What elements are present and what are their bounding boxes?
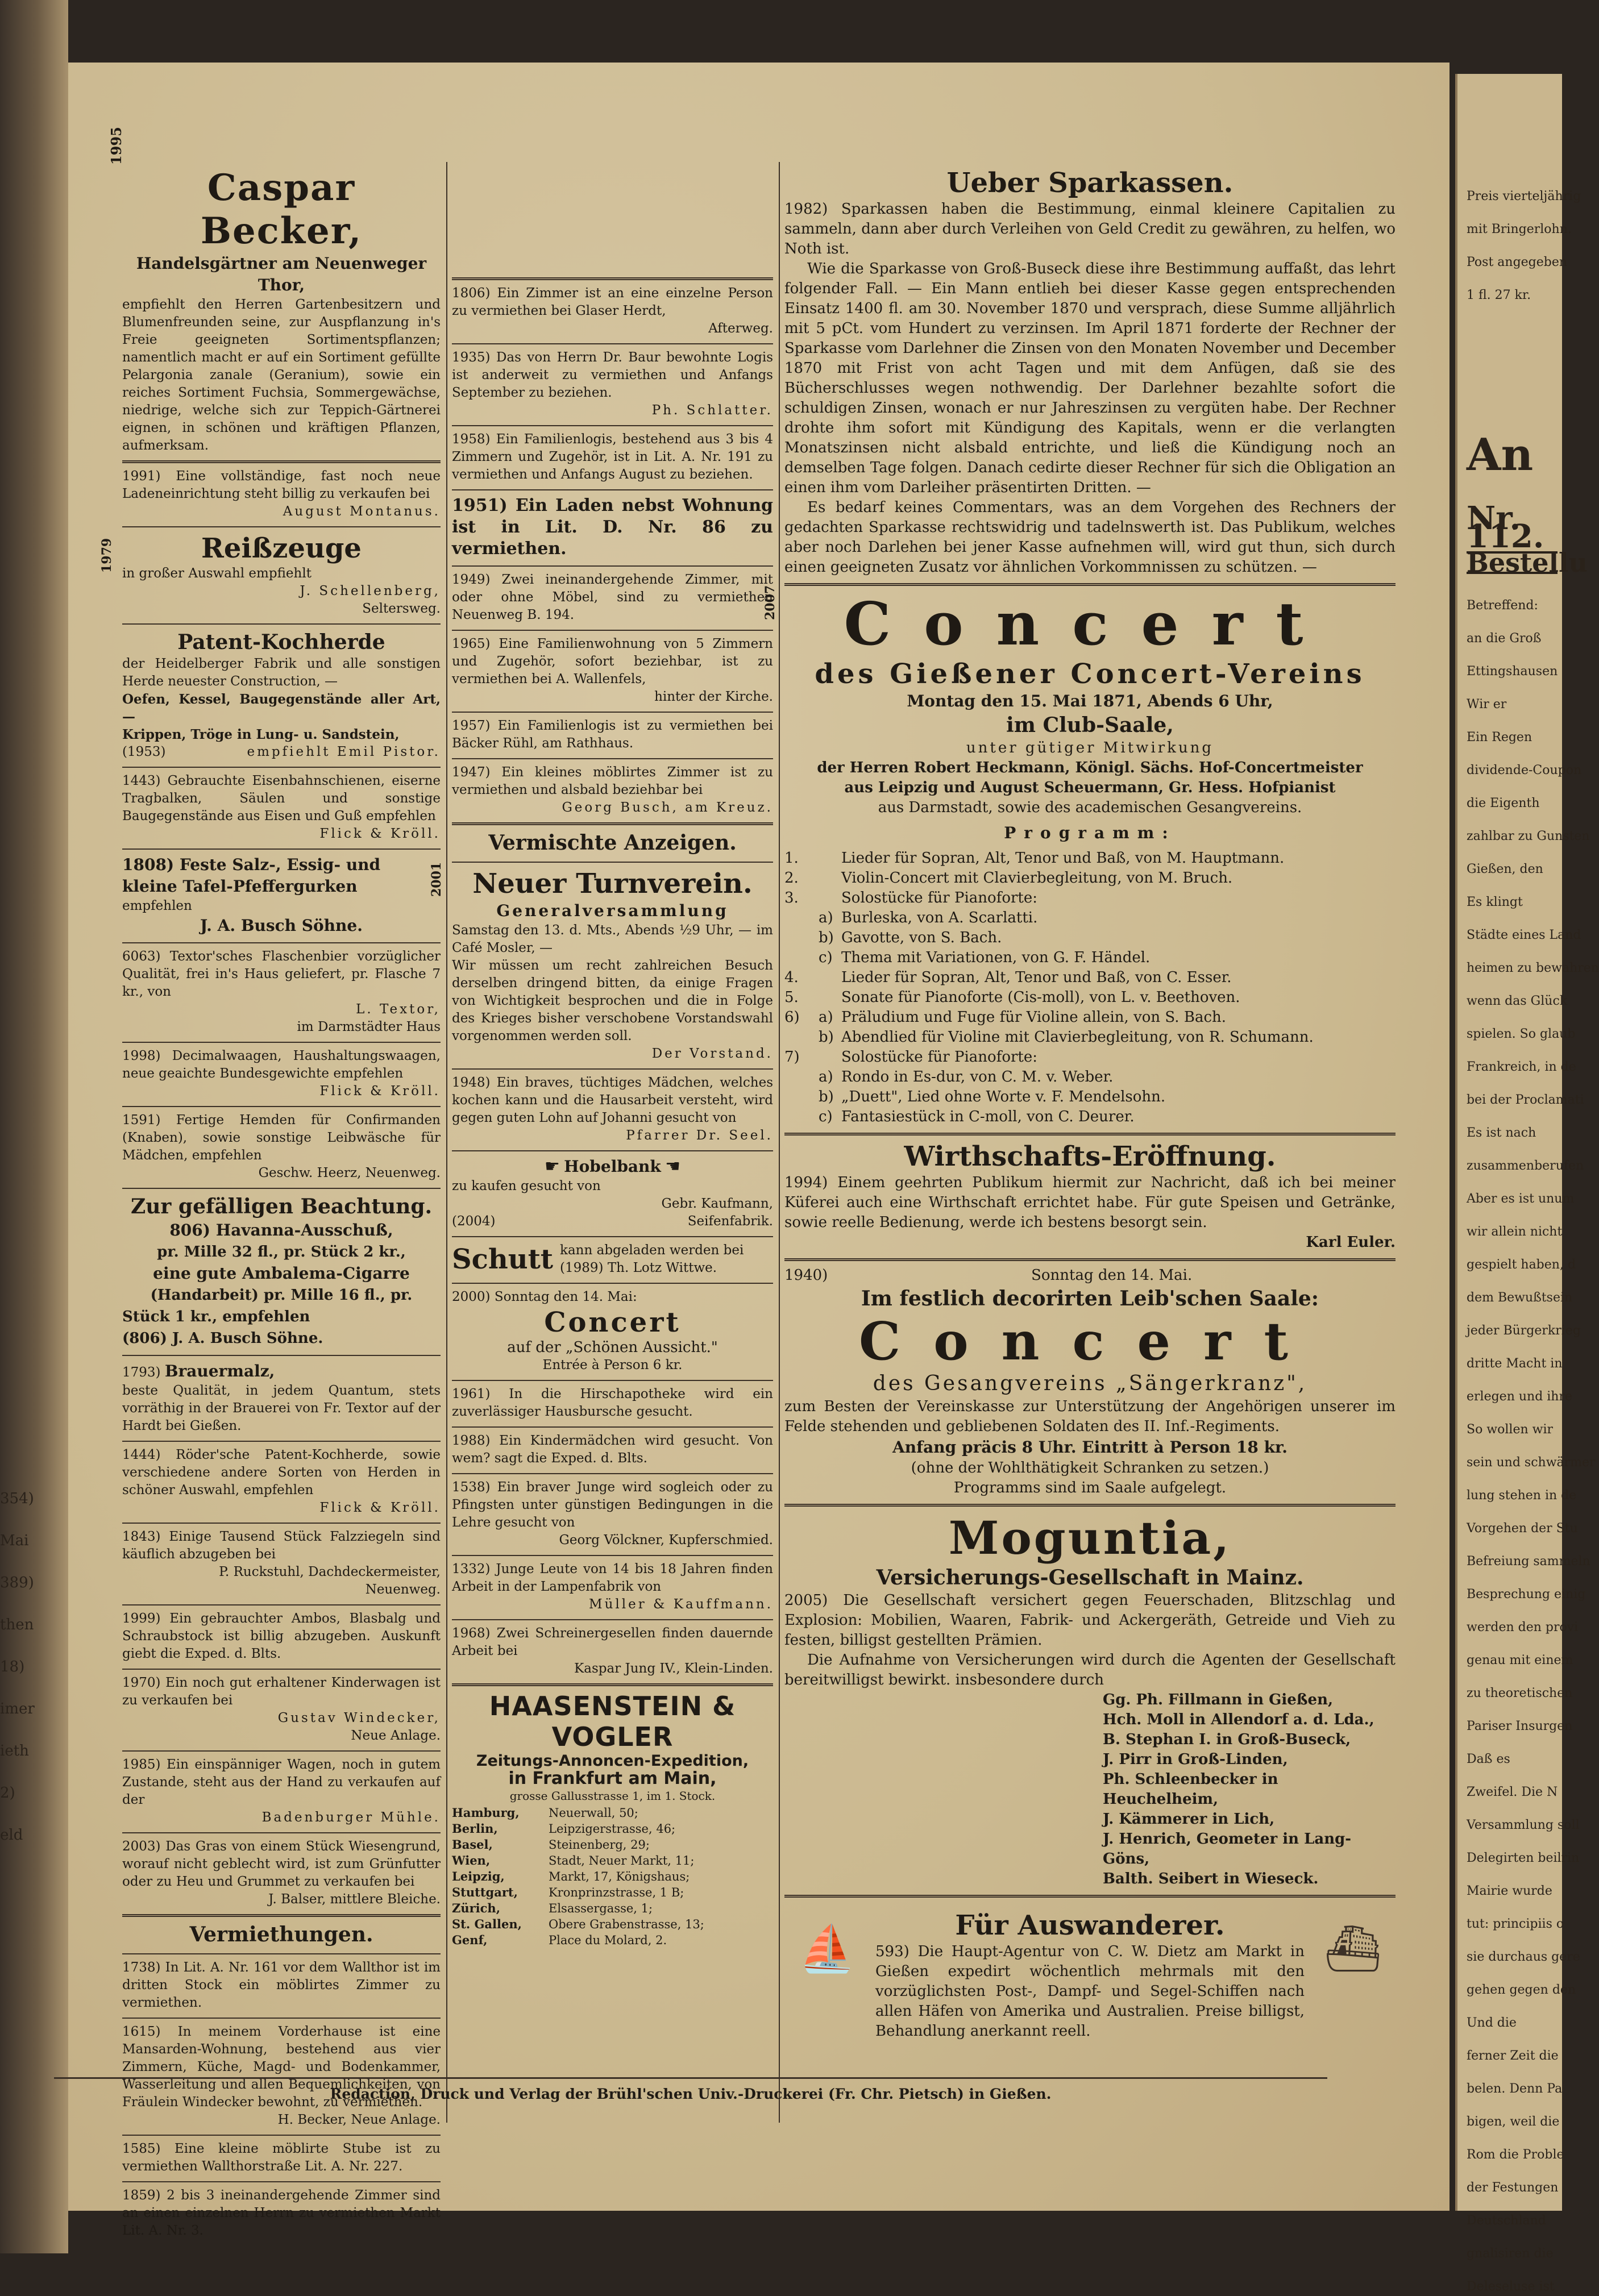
program-text: Solostücke für Pianoforte:: [841, 1049, 1038, 1066]
program-item: [784, 1028, 1396, 1047]
adjacent-page-line: Aber es ist unum: [1467, 1192, 1575, 1206]
insurance-agent: J. Pirr in Groß-Linden,: [1103, 1751, 1288, 1768]
program-number: 7): [784, 1049, 800, 1066]
program-item: [784, 1087, 1396, 1107]
program-number: [784, 1067, 819, 1087]
adjacent-page-line: sein und schwärmer: [1467, 1455, 1596, 1470]
adjacent-page-line: dem Bewußtsein: [1467, 1291, 1573, 1305]
issue-number: Nr. 112.: [1467, 500, 1544, 555]
program-item: [784, 968, 1396, 988]
program-letter: b): [819, 1029, 834, 1046]
insurance-agent: Balth. Seibert in Wieseck.: [1103, 1870, 1319, 1887]
column-3: [763, 162, 1396, 2041]
program-letter: [819, 868, 841, 888]
adjacent-page-line: zahlbar zu Gunsten: [1467, 829, 1590, 843]
column-rule: [779, 162, 780, 2123]
ship-icon: ⛵: [799, 1922, 855, 1975]
adjacent-page-line: Wir er: [1467, 697, 1507, 712]
ad-1970: 1970) Ein noch gut erhaltener Kinderwagen ist zu verkaufen bei Gustav Windecker, Neue Anlage.: [122, 1670, 441, 1752]
adjacent-page-line: Gießen, den: [1467, 862, 1543, 876]
ad-turnverein: 2001 Neuer Turnverein. Generalversammlung Samstag den 13. d. Mts., Abends ½9 Uhr, — im Café Mosler, — Wir müssen um recht zahlreichen Besuch derselben dringend bitten, da einige Fragen von Wichtigkeit besprochen und die in Folge des Krieges bisher verschobene Vorstandswahl vorgenommen werden soll. Der Vorstand.: [452, 863, 773, 1070]
ad-caspar-becker: Caspar Becker, Handelsgärtner am Neuenweger Thor, empfiehlt den Herren Gartenbesitzern und Blumenfreunden seine, zur Auspflanzung in's Freie geeigneten Sortimentspflanzen; namentlich macht er auf ein Sortiment gefüllte Pelargonia zanale (Geranium), sowie ein reiches Sortiment Fuchsia, Sommergewächse, niedrige, welche sich zur Teppich-Gärtnerei eignen, in schönen und kräftigen Pflanzen, aufmerksam.: [122, 162, 441, 463]
ad-1949: 1949) Zwei ineinandergehende Zimmer, mit oder ohne Möbel, sind zu vermiethen Neuenweg B. 194.: [452, 567, 773, 631]
adjacent-page-line: belen. Denn Pa: [1467, 2082, 1563, 2096]
program-text: Präludium und Fuge für Violine allein, von S. Bach.: [841, 1009, 1227, 1026]
program-number: 6): [784, 1009, 800, 1026]
program-item: [784, 928, 1396, 948]
adjacent-page-line: Delegirten beilrin: [1467, 1851, 1580, 1865]
adjacent-page-line: lung stehen in de: [1467, 1488, 1577, 1503]
program-text: Gavotte, von S. Bach.: [841, 929, 1002, 946]
program-letter: [819, 1047, 841, 1067]
agency-city: Genf,: [452, 1933, 488, 1947]
ad-1591: 1591) Fertige Hemden für Confirmanden (Knaben), sowie sonstige Leibwäsche für Mädchen, empfehlen Geschw. Heerz, Neuenweg.: [122, 1107, 441, 1189]
ad-2003: 2003) Das Gras von einem Stück Wiesengrund, worauf nicht geblecht wird, ist zum Grünfutter oder zu Heu und Grummet zu verkaufen bei J. Balser, mittlere Bleiche.: [122, 1833, 441, 1917]
ad-1999: 1999) Ein gebrauchter Ambos, Blasbalg und Schraubstock ist billig abzugeben. Auskunft giebt die Exped. d. Blts.: [122, 1605, 441, 1670]
adjacent-page-line: genau mit einem: [1467, 1653, 1573, 1667]
adjacent-page-line: ferner Zeit die: [1467, 2049, 1559, 2063]
program-item: [784, 1047, 1396, 1067]
program-letter: [819, 968, 841, 988]
program-item: [784, 908, 1396, 928]
program-list: [784, 848, 1396, 1127]
program-item: [784, 1067, 1396, 1087]
adjacent-page-line: Befreiung sammeln: [1467, 1554, 1590, 1569]
ad-concert-schoene-aussicht: 2000) Sonntag den 14. Mai: Concert auf der „Schönen Aussicht." Entrée à Person 6 kr.: [452, 1284, 773, 1381]
agency-city: Leipzig,: [452, 1869, 505, 1883]
program-number: 3.: [784, 889, 799, 906]
program-number: [784, 928, 819, 948]
adjacent-page-line: bigen, weil die: [1467, 2115, 1560, 2129]
ad-1806: 1806) Ein Zimmer ist an eine einzelne Person zu vermiethen bei Glaser Herdt, Afterweg.: [452, 280, 773, 344]
left-margin-fragments: 354) Mai 389) then 18) imer ieth 2) eld: [0, 1490, 35, 1844]
adjacent-page-line: Deleseluse ist: [1467, 2280, 1555, 2294]
ad-1332: 1332) Junge Leute von 14 bis 18 Jahren finden Arbeit in der Lampenfabrik von Müller & Kauffmann.: [452, 1556, 773, 1620]
agency-address: Kronprinzstrasse, 1 B;: [549, 1886, 684, 1899]
program-item: [784, 948, 1396, 968]
ad-6063: 6063) Textor'sches Flaschenbier vorzüglicher Qualität, frei in's Haus geliefert, pr. Flasche 7 kr., von L. Textor, im Darmstädter Haus: [122, 943, 441, 1043]
adjacent-page-line: heimen zu bewahren: [1467, 961, 1599, 975]
agency-address: Steinenberg, 29;: [549, 1838, 650, 1852]
ad-reisszeuge: 1979 Reißzeuge in großer Auswahl empfiehlt J. Schellenberg, Seltersweg.: [122, 527, 441, 625]
adjacent-page-line: Pariser Insurgen: [1467, 1719, 1573, 1733]
column-2: [429, 162, 773, 1954]
adjacent-page-line: Frankreich, in de: [1467, 1060, 1576, 1074]
ad-haasenstein-vogler: HAASENSTEIN & VOGLER Zeitungs-Annoncen-Expedition, in Frankfurt am Main, grosse Gallusstrasse 1, im 1. Stock. Hamburg, Neuerwall, 50; Berlin, Leipzigerstrasse, 46; Basel, Steinenberg, 29; Wien, Stadt, Neuer Markt, 11; Leipzig, Markt, 17, Königshaus; Stuttgart, Kronprinzstrasse, 1 B; Zürich, Elsassergasse, 1; St. Gallen, Obere Grabenstrasse, 13; Genf, Place du Molard, 2.: [452, 1686, 773, 1954]
article-sparkassen: Ueber Sparkassen. 1982) Sparkassen haben die Bestimmung, einmal kleinere Capitalien zu sammeln, dann aber durch Verleihen von Geld Credit zu gewähren, zu helfen, wo Noth ist. Wie die Sparkasse von Groß-Buseck diese ihre Bestimmung auffaßt, das lehrt folgender Fall. — Ein Mann entlieh bei dieser Kasse gegen entsprechenden Einsatz 1400 fl. am 30. November 1870 und versprach, diese Summe alljährlich mit 5 pCt. vom Hundert zu verzinsen. Im April 1871 forderte der Rechner der Sparkasse vom Darlehner die Zinsen von den Monaten November und December 1870 mit Frist von acht Tagen und mit dem Anfügen, daß sie des Bücherschlusses wegen nothwendig. Der Darlehner bezahlte sofort die schuldigen Zinsen, wonach er nur Jahreszinsen zu vergüten habe. Der Rechner drohte ihm sofort mit Kündigung des Kapitals, wenn er die verlangten Monatszinsen nicht alsbald entrichte, und ließ die Kündigung noch an demselben Tage folgen. Danach cedirte dieser Rechner für sich die Obligation an einen ihm vom Darleiher präsentirten Dritten. — Es bedarf keines Commentars, was an dem Vorgehen des Rechners der gedachten Sparkasse rechtswidrig und tadelnswerth ist. Das Publikum, welches aber noch Darlehen bei jener Kasse aufnehmen will, wird gut thun, sich durch einen geeigneten Zusatz vor ähnlichen Vorkommnissen zu schützen. —: [784, 162, 1396, 586]
adjacent-page-line: gnalisiren die: [1467, 2247, 1554, 2261]
program-text: Rondo in Es-dur, von C. M. v. Weber.: [841, 1068, 1114, 1085]
adjacent-page-line: Besprechung einig: [1467, 1587, 1586, 1602]
ad-1859: 1859) 2 bis 3 ineinandergehende Zimmer sind an einen einzelnen Herrn zu vermiethen Markt Lit. A. Nr. 3.: [122, 2188, 441, 2238]
adjacent-page-line: Daß es: [1467, 1752, 1510, 1766]
program-item: [784, 988, 1396, 1008]
program-letter: [819, 848, 841, 868]
adjacent-page-line: werden den provi: [1467, 1620, 1579, 1634]
adjacent-page-line: Rom die Proble: [1467, 2148, 1564, 2162]
adjacent-page-line: Es klingt: [1467, 895, 1523, 909]
pointing-hand-icon: ☛: [544, 1157, 560, 1176]
program-text: Sonate für Pianoforte (Cis-moll), von L. v. Beethoven.: [841, 989, 1240, 1006]
adjacent-page-line: Zweifel. Die N: [1467, 1785, 1558, 1799]
adjacent-page-line: dividende-Coupon: [1467, 763, 1582, 777]
ad-1443: 1443) Gebrauchte Eisenbahnschienen, eiserne Tragbalken, Säulen und sonstige Baugegenstände aus Eisen und Guß empfehlen Flick & Kröll.: [122, 768, 441, 850]
ad-1808: 1808) Feste Salz-, Essig- und kleine Tafel-Pfeffergurken empfehlen J. A. Busch Söhne.: [122, 850, 441, 943]
program-number: 1.: [784, 850, 799, 867]
adjacent-page-line: Ettingshausen: [1467, 664, 1558, 679]
program-text: Violin-Concert mit Clavierbegleitung, von M. Bruch.: [841, 870, 1233, 887]
page-footer: Redaction, Druck und Verlag der Brühl'schen Univ.-Druckerei (Fr. Chr. Pietsch) in Gießen.: [54, 2077, 1327, 2102]
program-letter: [819, 988, 841, 1008]
adjacent-page-line: Es ist nach: [1467, 1126, 1536, 1140]
agency-address: Obere Grabenstrasse, 13;: [549, 1918, 704, 1931]
ad-schutt: Schutt kann abgeladen werden bei (1989) Th. Lotz Wittwe.: [452, 1237, 773, 1284]
agency-address: Elsassergasse, 1;: [549, 1902, 653, 1915]
adjacent-page-line: Vorgehen der Stu: [1467, 1521, 1578, 1536]
newspaper-page: [68, 63, 1450, 2238]
adjacent-page-line: gehen gegen den: [1467, 1983, 1576, 1997]
section-vermiethungen: Vermiethungen.: [122, 1917, 441, 1954]
insurance-agent: B. Stephan I. in Groß-Buseck,: [1103, 1731, 1351, 1748]
steamship-icon: ⛴: [1324, 1922, 1382, 1975]
column-2-header-space: [452, 162, 773, 280]
adjacent-page-line: Mairie wurde: [1467, 1884, 1552, 1898]
adjacent-page-line: So wollen wir: [1467, 1422, 1554, 1437]
agency-city: Basel,: [452, 1837, 493, 1852]
program-number: 4.: [784, 969, 799, 986]
agency-city: St. Gallen,: [452, 1917, 522, 1931]
ad-1965: 1965) Eine Familienwohnung von 5 Zimmern und Zugehör, sofort beziehbar, ist zu vermiethen bei A. Wallenfels, hinter der Kirche.: [452, 631, 773, 713]
program-letter: c): [819, 1108, 833, 1125]
ad-1538: 1538) Ein braver Junge wird sogleich oder zu Pfingsten unter günstigen Bedingungen in die Lehre gesucht von Georg Völckner, Kupferschmied.: [452, 1474, 773, 1556]
masthead-fragment: An: [1467, 429, 1534, 481]
agency-city: Zürich,: [452, 1901, 501, 1915]
program-text: Lieder für Sopran, Alt, Tenor und Baß, von C. Esser.: [841, 969, 1232, 986]
ad-auswanderer: ⛵ ⛴ Für Auswanderer. 593) Die Haupt-Agentur von C. W. Dietz am Markt in Gießen expedirt wöchentlich mehrmals mit den vorzüglichsten Post-, Dampf- und Segel-Schiffen nach allen Häfen von Amerika und Australien. Preise billigst, Behandlung anerkannt reell.: [784, 1898, 1396, 2041]
agency-address: Place du Molard, 2.: [549, 1933, 667, 1947]
program-number: 2.: [784, 870, 799, 887]
ad-concert-verein: 2007 Concert des Gießener Concert-Vereins Montag den 15. Mai 1871, Abends 6 Uhr, im Club-Saale, unter gütiger Mitwirkung der Herren Robert Heckmann, Königl. Sächs. Hof-Concertmeister aus Leipzig und August Scheuermann, Gr. Hess. Hofpianist aus Darmstadt, sowie des academischen Gesangvereins. Programm: 1. Lieder für Sopran, Alt, Tenor und Baß, von M. Hauptmann. 2. Violin-Concert mit Clavierbegleitung, von M. Bruch. 3. Solostücke für Pianoforte: a) Burleska, von A. Scarlatti. b) Gavotte, von S. Bach. c) Thema mit Variationen, von G. F. Händel. 4. Lieder für Sopran, Alt, Tenor und Baß, von C. Esser. 5. Sonate für Pianoforte (Cis-moll), von L. v. Beethoven. 6) a) Präludium und Fuge für Violine allein, von S. Bach. b) Abendlied für Violine mit Clavierbegleitung, von R. Schumann. 7) Solostücke für Pianoforte: a) Rondo in Es-dur, von C. M. v. Weber. b) „Duett", Lied ohne Worte v. F. Mendelsohn. c) Fantasiestück in C-moll, von C. Deurer.: [784, 586, 1396, 1135]
program-text: Solostücke für Pianoforte:: [841, 889, 1038, 906]
ad-1957: 1957) Ein Familienlogis ist zu vermiethen bei Bäcker Rühl, am Rathhaus.: [452, 713, 773, 759]
ad-saengerkranz: 1940) Sonntag den 14. Mai. Im festlich decorirten Leib'schen Saale: Concert des Gesangvereins „Sängerkranz", zum Besten der Vereinskasse zur Unterstützung der Angehörigen unserer im Felde stehenden und gebliebenen Soldaten des II. Inf.-Regiments. Anfang präcis 8 Uhr. Eintritt à Person 18 kr. (ohne der Wohlthätigkeit Schranken zu setzen.) Programms sind im Saale aufgelegt.: [784, 1261, 1396, 1507]
adjacent-page-line: jeder Bürgerkrieg: [1467, 1324, 1581, 1338]
adjacent-page-line: an die Groß: [1467, 631, 1542, 646]
agency-city: Hamburg,: [452, 1806, 520, 1820]
section-vermischte-anzeigen: Vermischte Anzeigen.: [452, 825, 773, 863]
adjacent-page-line: zu theoretischen: [1467, 1686, 1573, 1700]
ad-1444: 1444) Röder'sche Patent-Kochherde, sowie verschiedene andere Sorten von Herden in schöner Auswahl, empfehlen Flick & Kröll.: [122, 1442, 441, 1524]
adjacent-page-line: Städte eines Land: [1467, 928, 1581, 942]
program-number: [784, 1087, 819, 1107]
adjacent-page-line: Versammlung soll: [1467, 1818, 1580, 1832]
agent-list: [784, 1690, 1396, 1889]
insurance-agent: Hch. Moll in Allendorf a. d. Lda.,: [1103, 1711, 1374, 1728]
program-letter: a): [819, 909, 833, 926]
section-heading-fragment: Bestellu: [1467, 547, 1588, 578]
program-letter: a): [819, 1068, 833, 1085]
adjacent-page-line: gespielt haben, d: [1467, 1258, 1576, 1272]
adjacent-page-line: bei der Proclamati: [1467, 1093, 1584, 1107]
ad-1947: 1947) Ein kleines möblirtes Zimmer ist zu vermiethen und alsbald beziehbar bei Georg Busch, am Kreuz.: [452, 759, 773, 825]
ad-1988: 1988) Ein Kindermädchen wird gesucht. Von wem? sagt die Exped. d. Blts.: [452, 1428, 773, 1474]
ad-brauermalz: 1793) Brauermalz, beste Qualität, in jedem Quantum, stets vorräthig in der Brauerei von Fr. Textor auf der Hardt bei Gießen.: [122, 1356, 441, 1442]
adjacent-page-line: Ein Regen: [1467, 730, 1532, 744]
agency-address: Stadt, Neuer Markt, 11;: [549, 1854, 695, 1867]
program-item: [784, 1107, 1396, 1127]
agency-city: Berlin,: [452, 1821, 498, 1836]
ad-wirthschafts-eroeffnung: Wirthschafts-Eröffnung. 1994) Einem geehrten Publikum hiermit zur Nachricht, daß ich bei meiner Küferei auch eine Wirthschaft errichtet habe. Für gute Speisen und Getränke, sowie reelle Bedienung, werde ich bestens besorgt sein. Karl Euler.: [784, 1135, 1396, 1261]
adjacent-page-line: Betreffend:: [1467, 598, 1538, 613]
program-letter: a): [819, 1009, 833, 1026]
ad-1958: 1958) Ein Familienlogis, bestehend aus 3 bis 4 Zimmern und Zugehör, ist in Lit. A. Nr. 191 zu vermiethen und Anfangs August zu beziehen.: [452, 426, 773, 490]
program-letter: b): [819, 929, 834, 946]
adjacent-page-fragment: Preis vierteljährig mit Bringerlohn. Post angegeben 1 fl. 27 kr. An Nr. 112. Bestellu Betreffend: an die Groß Ettingshausen Wir er Ein Regen dividende-Coupon die Eigenth zahlbar zu Gunsten Gießen, den Es klingt Städte eines Land heimen zu bewahren wenn das Glück spielen. So glaub Frankreich, in de bei der Proclamati Es ist nach zusammenberufen Aber es ist unum wir allein nicht gespielt haben, d dem Bewußtsein jeder Bürgerkrieg dritte Macht in erlegen und ihre So wollen wir sein und schwärmer lung stehen in de Vorgehen der Stu Befreiung sammeln Besprechung einig werden den provi genau mit einem zu theoretischen Pariser Insurgen Daß es Zweifel. Die N Versammlung soll Delegirten beilrin Mairie wurde tut: principiis o sie durchaus gere gehen gegen den Und die ferner Zeit die belen. Denn Pa bigen, weil die Rom die Proble der Festungen Deutschland gnalisiren die Deleseluse ist: [1455, 74, 1562, 2211]
ad-1843: 1843) Einige Tausend Stück Falzziegeln sind käuflich abzugeben bei P. Ruckstuhl, Dachdeckermeister, Neuenweg.: [122, 1524, 441, 1605]
book-spine-edge: [0, 0, 68, 2253]
adjacent-page-line: sie durchaus gere: [1467, 1950, 1580, 1964]
ad-1738: 1738) In Lit. A. Nr. 161 vor dem Wallthor ist im dritten Stock ein möblirtes Zimmer zu vermiethen.: [122, 1954, 441, 2019]
insurance-agent: Gg. Ph. Fillmann in Gießen,: [1103, 1691, 1334, 1708]
insurance-agent: Ph. Schleenbecker in Heuchelheim,: [1103, 1771, 1278, 1808]
program-number: 5.: [784, 989, 799, 1006]
program-number: [784, 948, 819, 968]
program-text: Burleska, von A. Scarlatti.: [841, 909, 1038, 926]
agency-city: Wien,: [452, 1853, 491, 1867]
adjacent-page-line: wenn das Glück: [1467, 994, 1568, 1008]
adjacent-page-line: zusammenberufen: [1467, 1159, 1584, 1173]
ad-1998: 1998) Decimalwaagen, Haushaltungswaagen, neue geaichte Bundesgewichte empfehlen Flick & Kröll.: [122, 1043, 441, 1107]
agency-address: Neuerwall, 50;: [549, 1806, 638, 1820]
program-text: Thema mit Variationen, von G. F. Händel.: [841, 949, 1151, 966]
program-letter: c): [819, 949, 833, 966]
program-item: [784, 888, 1396, 908]
insurance-agent: J. Henrich, Geometer in Lang-Göns,: [1103, 1831, 1352, 1867]
program-text: Fantasiestück in C-moll, von C. Deurer.: [841, 1108, 1135, 1125]
adjacent-page-line: tut: principiis o: [1467, 1917, 1564, 1931]
adjacent-page-line: Deutschland: [1467, 2214, 1546, 2228]
adjacent-page-line: dritte Macht in: [1467, 1357, 1563, 1371]
adjacent-page-line: spielen. So glaub: [1467, 1027, 1576, 1041]
program-number: [784, 908, 819, 928]
agency-address: Markt, 17, Königshaus;: [549, 1870, 690, 1883]
program-text: Abendlied für Violine mit Clavierbegleitung, von R. Schumann.: [841, 1029, 1314, 1046]
agency-city: Stuttgart,: [452, 1885, 518, 1899]
ad-1615: 1615) In meinem Vorderhause ist eine Mansarden-Wohnung, bestehend aus vier Zimmern, Küche, Magd- und Bodenkammer, Wasserleitung und allen Bequemlichkeiten, von Fräulein Windecker bewohnt, zu vermiethen. H. Becker, Neue Anlage.: [122, 2019, 441, 2136]
ad-1985: 1985) Ein einspänniger Wagen, noch in gutem Zustande, steht aus der Hand zu verkaufen auf der Badenburger Mühle.: [122, 1752, 441, 1833]
ad-1585: 1585) Eine kleine möblirte Stube ist zu vermiethen Wallthorstraße Lit. A. Nr. 227.: [122, 2136, 441, 2182]
columns: [99, 162, 1396, 2238]
program-letter: [819, 888, 841, 908]
insurance-agent: J. Kämmerer in Lich,: [1103, 1811, 1275, 1828]
program-text: „Duett", Lied ohne Worte v. F. Mendelsohn.: [841, 1088, 1166, 1105]
program-number: [784, 1107, 819, 1127]
program-letter: b): [819, 1088, 834, 1105]
column-1: [99, 162, 441, 2245]
ad-1991: 1991) Eine vollständige, fast noch neue Ladeneinrichtung steht billig zu verkaufen bei August Montanus.: [122, 463, 441, 527]
ad-hobelbank: ☛ Hobelbank ☚ zu kaufen gesucht von Gebr. Kaufmann, (2004) Seifenfabrik.: [452, 1151, 773, 1237]
ad-kochherde: Patent-Kochherde der Heidelberger Fabrik und alle sonstigen Herde neuester Construction, — Oefen, Kessel, Baugegenstände aller Art, — Krippen, Tröge in Lung- u. Sandstein, (1953) empfiehlt Emil Pistor.: [122, 625, 441, 768]
page-number: 1995: [108, 127, 124, 165]
program-item: [784, 868, 1396, 888]
ad-1935: 1935) Das von Herrn Dr. Baur bewohnte Logis ist anderweit zu vermiethen und Anfangs September zu beziehen. Ph. Schlatter.: [452, 344, 773, 426]
program-item: [784, 1008, 1396, 1028]
ad-1948: 1948) Ein braves, tüchtiges Mädchen, welches kochen kann und die Hausarbeit versteht, wird gegen guten Lohn auf Johanni gesucht von Pfarrer Dr. Seel.: [452, 1070, 773, 1151]
adjacent-page-lines: [1467, 597, 1599, 2296]
ad-1951: 1951) Ein Laden nebst Wohnung ist in Lit. D. Nr. 86 zu vermiethen.: [452, 490, 773, 567]
pointing-hand-icon: ☚: [665, 1157, 681, 1176]
column-rule: [446, 162, 447, 2123]
ad-havanna: Zur gefälligen Beachtung. 806) Havanna-Ausschuß, pr. Mille 32 fl., pr. Stück 2 kr., eine gute Ambalema-Cigarre (Handarbeit) pr. Mille 16 fl., pr. Stück 1 kr., empfehlen (806) J. A. Busch Söhne.: [122, 1189, 441, 1356]
adjacent-page-line: der Festungen: [1467, 2181, 1559, 2195]
program-number: [784, 1028, 819, 1047]
program-item: [784, 848, 1396, 868]
ad-1961: 1961) In die Hirschapotheke wird ein zuverlässiger Hausbursche gesucht.: [452, 1381, 773, 1428]
adjacent-page-line: Und die: [1467, 2016, 1517, 2030]
agency-list: [452, 1805, 773, 1948]
adjacent-page-line: die Eigenth: [1467, 796, 1540, 810]
ad-1968: 1968) Zwei Schreinergesellen finden dauernde Arbeit bei Kaspar Jung IV., Klein-Linden.: [452, 1620, 773, 1686]
adjacent-page-line: wir allein nicht: [1467, 1225, 1563, 1239]
adjacent-page-line: erlegen und ihre: [1467, 1390, 1573, 1404]
program-text: Lieder für Sopran, Alt, Tenor und Baß, von M. Hauptmann.: [841, 850, 1285, 867]
agency-address: Leipzigerstrasse, 46;: [549, 1822, 676, 1836]
ad-moguntia: Moguntia, Versicherungs-Gesellschaft in Mainz. 2005) Die Gesellschaft versichert gegen Feuerschaden, Blitzschlag und Explosion: Mobilien, Waaren, Fabrik- und Ackergeräth, Getreide und Vieh zu festen, billigst gestellten Prämien. Die Aufnahme von Versicherungen wird durch die Agenten der Gesellschaft bereitwilligst bewirkt. insbesondere durch Gg. Ph. Fillmann in Gießen, Hch. Moll in Allendorf a. d. Lda., B. Stephan I. in Groß-Buseck, J. Pirr in Groß-Linden, Ph. Schleenbecker in Heuchelheim, J. Kämmerer in Lich, J. Henrich, Geometer in Lang-Göns, Balth. Seibert in Wieseck.: [784, 1507, 1396, 1898]
